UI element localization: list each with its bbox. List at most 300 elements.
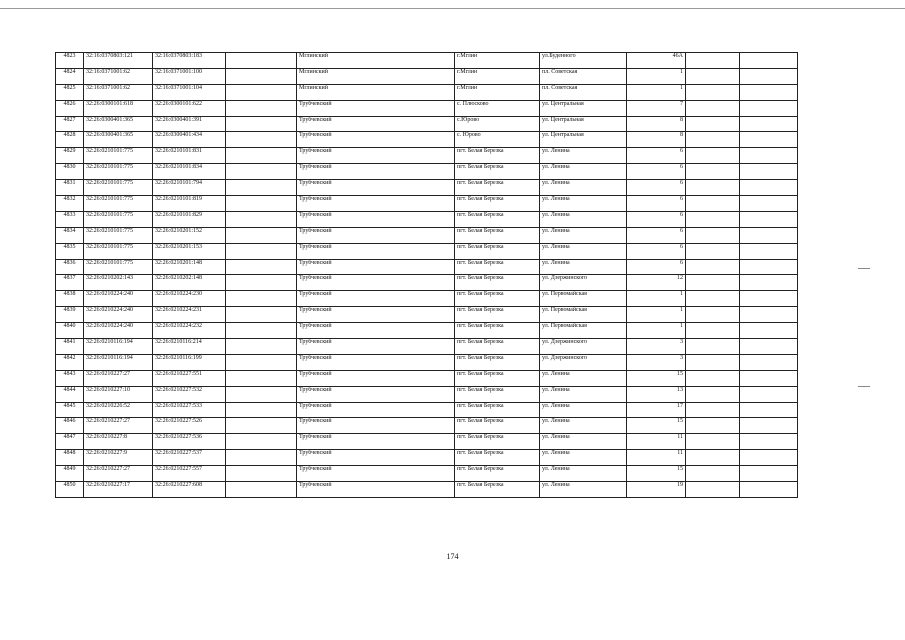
empty-cell xyxy=(740,418,798,434)
street-cell: ул. Центральная xyxy=(540,100,627,116)
cadastral-number-cell: 32:26:0300101:622 xyxy=(153,100,226,116)
street-cell: ул. Ленина xyxy=(540,466,627,482)
settlement-cell: пгт. Белая Березка xyxy=(455,450,540,466)
cadastral-number-cell: 32:26:0210227:537 xyxy=(153,450,226,466)
row-number-cell: 4848 xyxy=(56,450,84,466)
table-row xyxy=(56,370,798,386)
settlement-cell: пгт. Белая Березка xyxy=(455,164,540,180)
parent-cadastral-number-cell: 32:26:0210101:775 xyxy=(84,164,153,180)
parent-cadastral-number-cell: 32:26:0210101:775 xyxy=(84,259,153,275)
row-number-cell: 4837 xyxy=(56,275,84,291)
parent-cadastral-number-cell: 32:26:0300401:365 xyxy=(84,116,153,132)
parent-cadastral-number-cell: 32:26:0210227:9 xyxy=(84,450,153,466)
empty-cell xyxy=(740,259,798,275)
parent-cadastral-number-cell: 32:26:0210226:52 xyxy=(84,402,153,418)
settlement-cell: пгт. Белая Березка xyxy=(455,466,540,482)
empty-cell xyxy=(686,100,740,116)
house-number-cell: 19 xyxy=(627,482,686,498)
empty-cell xyxy=(686,466,740,482)
district-cell: Трубчевский xyxy=(297,370,455,386)
table-row xyxy=(56,434,798,450)
table-row xyxy=(56,402,798,418)
house-number-cell: 11 xyxy=(627,434,686,450)
street-cell: ул. Дзержинского xyxy=(540,275,627,291)
cadastral-number-cell: 32:26:0210116:199 xyxy=(153,354,226,370)
cadastral-number-cell: 32:26:0210101:819 xyxy=(153,196,226,212)
empty-cell xyxy=(740,386,798,402)
house-number-cell: 1 xyxy=(627,84,686,100)
house-number-cell: 13 xyxy=(627,386,686,402)
settlement-cell: пгт. Белая Березка xyxy=(455,307,540,323)
empty-cell xyxy=(686,196,740,212)
parent-cadastral-number-cell: 32:26:0300401:365 xyxy=(84,132,153,148)
page-number: 174 xyxy=(446,552,459,561)
district-cell: Трубчевский xyxy=(297,386,455,402)
district-cell: Трубчевский xyxy=(297,227,455,243)
row-number-cell: 4832 xyxy=(56,196,84,212)
house-number-cell: 46А xyxy=(627,53,686,69)
settlement-cell: г.Мглин xyxy=(455,53,540,69)
street-cell: ул. Центральная xyxy=(540,116,627,132)
parent-cadastral-number-cell: 32:26:0210227:8 xyxy=(84,434,153,450)
cadastral-number-cell: 32:26:0210227:532 xyxy=(153,386,226,402)
row-number-cell: 4835 xyxy=(56,243,84,259)
house-number-cell: 6 xyxy=(627,211,686,227)
settlement-cell: пгт. Белая Березка xyxy=(455,211,540,227)
parent-cadastral-number-cell: 32:26:0210224:240 xyxy=(84,291,153,307)
cadastral-number-cell: 32:26:0210101:834 xyxy=(153,164,226,180)
empty-cell xyxy=(686,116,740,132)
row-number-cell: 4834 xyxy=(56,227,84,243)
empty-cell xyxy=(226,402,297,418)
street-cell: ул. Ленина xyxy=(540,450,627,466)
row-number-cell: 4842 xyxy=(56,354,84,370)
district-cell: Трубчевский xyxy=(297,148,455,164)
settlement-cell: пгт. Белая Березка xyxy=(455,323,540,339)
table-row xyxy=(56,418,798,434)
table-row xyxy=(56,100,798,116)
empty-cell xyxy=(226,180,297,196)
empty-cell xyxy=(686,370,740,386)
empty-cell xyxy=(740,307,798,323)
cadastral-number-cell: 32:26:0210227:536 xyxy=(153,434,226,450)
cadastral-number-cell: 32:26:0300401:391 xyxy=(153,116,226,132)
scan-border-line xyxy=(0,8,905,9)
parent-cadastral-number-cell: 32:16:0370803:121 xyxy=(84,53,153,69)
settlement-cell: пгт. Белая Березка xyxy=(455,148,540,164)
parent-cadastral-number-cell: 32:26:0210116:194 xyxy=(84,339,153,355)
row-number-cell: 4847 xyxy=(56,434,84,450)
settlement-cell: пгт. Белая Березка xyxy=(455,291,540,307)
parent-cadastral-number-cell: 32:26:0300101:618 xyxy=(84,100,153,116)
empty-cell xyxy=(686,418,740,434)
street-cell: ул. Ленина xyxy=(540,418,627,434)
parent-cadastral-number-cell: 32:26:0210101:775 xyxy=(84,227,153,243)
row-number-cell: 4831 xyxy=(56,180,84,196)
parent-cadastral-number-cell: 32:26:0210116:194 xyxy=(84,354,153,370)
empty-cell xyxy=(686,211,740,227)
table-row xyxy=(56,307,798,323)
registry-body xyxy=(56,53,798,498)
row-number-cell: 4826 xyxy=(56,100,84,116)
row-number-cell: 4844 xyxy=(56,386,84,402)
district-cell: Трубчевский xyxy=(297,243,455,259)
empty-cell xyxy=(226,148,297,164)
district-cell: Трубчевский xyxy=(297,196,455,212)
empty-cell xyxy=(740,53,798,69)
cadastral-number-cell: 32:26:0210227:551 xyxy=(153,370,226,386)
cadastral-number-cell: 32:26:0210101:831 xyxy=(153,148,226,164)
table-row xyxy=(56,259,798,275)
parent-cadastral-number-cell: 32:16:0371001:62 xyxy=(84,68,153,84)
table-row xyxy=(56,323,798,339)
row-number-cell: 4845 xyxy=(56,402,84,418)
parent-cadastral-number-cell: 32:26:0210101:775 xyxy=(84,148,153,164)
table-row xyxy=(56,450,798,466)
house-number-cell: 8 xyxy=(627,116,686,132)
settlement-cell: пгт. Белая Березка xyxy=(455,196,540,212)
house-number-cell: 15 xyxy=(627,418,686,434)
empty-cell xyxy=(686,68,740,84)
parent-cadastral-number-cell: 32:26:0210227:10 xyxy=(84,386,153,402)
empty-cell xyxy=(686,291,740,307)
row-number-cell: 4849 xyxy=(56,466,84,482)
parent-cadastral-number-cell: 32:26:0210227:27 xyxy=(84,370,153,386)
street-cell: ул. Ленина xyxy=(540,402,627,418)
settlement-cell: пгт. Белая Березка xyxy=(455,275,540,291)
empty-cell xyxy=(740,116,798,132)
registry-table xyxy=(55,52,798,498)
empty-cell xyxy=(740,196,798,212)
district-cell: Трубчевский xyxy=(297,482,455,498)
settlement-cell: пгт. Белая Березка xyxy=(455,370,540,386)
settlement-cell: пгт. Белая Березка xyxy=(455,354,540,370)
row-number-cell: 4838 xyxy=(56,291,84,307)
row-number-cell: 4825 xyxy=(56,84,84,100)
row-number-cell: 4850 xyxy=(56,482,84,498)
parent-cadastral-number-cell: 32:26:0210227:27 xyxy=(84,466,153,482)
house-number-cell: 1 xyxy=(627,323,686,339)
cadastral-number-cell: 32:26:0210227:533 xyxy=(153,402,226,418)
house-number-cell: 6 xyxy=(627,196,686,212)
parent-cadastral-number-cell: 32:26:0210224:240 xyxy=(84,323,153,339)
parent-cadastral-number-cell: 32:26:0210101:775 xyxy=(84,196,153,212)
empty-cell xyxy=(226,132,297,148)
empty-cell xyxy=(686,53,740,69)
table-row xyxy=(56,148,798,164)
street-cell: ул. Ленина xyxy=(540,196,627,212)
street-cell: ул. Ленина xyxy=(540,259,627,275)
district-cell: Трубчевский xyxy=(297,180,455,196)
cadastral-number-cell: 32:26:0210227:526 xyxy=(153,418,226,434)
empty-cell xyxy=(740,100,798,116)
cadastral-number-cell: 32:26:0210201:153 xyxy=(153,243,226,259)
empty-cell xyxy=(686,402,740,418)
empty-cell xyxy=(226,450,297,466)
empty-cell xyxy=(226,482,297,498)
row-number-cell: 4841 xyxy=(56,339,84,355)
settlement-cell: г.Мглин xyxy=(455,68,540,84)
table-row xyxy=(56,84,798,100)
empty-cell xyxy=(226,275,297,291)
district-cell: Трубчевский xyxy=(297,275,455,291)
table-row xyxy=(56,482,798,498)
empty-cell xyxy=(686,180,740,196)
district-cell: Трубчевский xyxy=(297,211,455,227)
district-cell: Трубчевский xyxy=(297,116,455,132)
empty-cell xyxy=(740,227,798,243)
house-number-cell: 15 xyxy=(627,370,686,386)
empty-cell xyxy=(226,100,297,116)
empty-cell xyxy=(226,323,297,339)
cadastral-number-cell: 32:26:0300401:434 xyxy=(153,132,226,148)
street-cell: ул. Первомайская xyxy=(540,291,627,307)
empty-cell xyxy=(686,434,740,450)
empty-cell xyxy=(226,164,297,180)
empty-cell xyxy=(226,307,297,323)
row-number-cell: 4827 xyxy=(56,116,84,132)
row-number-cell: 4846 xyxy=(56,418,84,434)
empty-cell xyxy=(686,84,740,100)
district-cell: Трубчевский xyxy=(297,132,455,148)
district-cell: Трубчевский xyxy=(297,418,455,434)
street-cell: ул. Центральная xyxy=(540,132,627,148)
parent-cadastral-number-cell: 32:26:0210101:775 xyxy=(84,180,153,196)
empty-cell xyxy=(686,243,740,259)
empty-cell xyxy=(226,53,297,69)
house-number-cell: 6 xyxy=(627,227,686,243)
street-cell: ул. Дзержинского xyxy=(540,339,627,355)
settlement-cell: пгт. Белая Березка xyxy=(455,386,540,402)
settlement-cell: с.Юрово xyxy=(455,116,540,132)
empty-cell xyxy=(686,164,740,180)
empty-cell xyxy=(740,402,798,418)
empty-cell xyxy=(686,450,740,466)
row-number-cell: 4830 xyxy=(56,164,84,180)
table-row xyxy=(56,53,798,69)
empty-cell xyxy=(226,196,297,212)
cadastral-number-cell: 32:26:0210101:829 xyxy=(153,211,226,227)
table-row xyxy=(56,291,798,307)
cadastral-number-cell: 32:26:0210224:230 xyxy=(153,291,226,307)
district-cell: Трубчевский xyxy=(297,100,455,116)
district-cell: Трубчевский xyxy=(297,323,455,339)
empty-cell xyxy=(740,354,798,370)
table-row xyxy=(56,275,798,291)
district-cell: Трубчевский xyxy=(297,259,455,275)
street-cell: пл. Советская xyxy=(540,84,627,100)
street-cell: ул. Первомайская xyxy=(540,307,627,323)
empty-cell xyxy=(686,482,740,498)
empty-cell xyxy=(740,243,798,259)
table-row xyxy=(56,132,798,148)
street-cell: ул. Ленина xyxy=(540,148,627,164)
empty-cell xyxy=(740,323,798,339)
table-row xyxy=(56,339,798,355)
row-number-cell: 4828 xyxy=(56,132,84,148)
house-number-cell: 1 xyxy=(627,291,686,307)
street-cell: ул. Ленина xyxy=(540,434,627,450)
settlement-cell: пгт. Белая Березка xyxy=(455,227,540,243)
empty-cell xyxy=(226,418,297,434)
cadastral-number-cell: 32:16:0371001:100 xyxy=(153,68,226,84)
cadastral-number-cell: 32:16:0370803:183 xyxy=(153,53,226,69)
empty-cell xyxy=(226,243,297,259)
empty-cell xyxy=(740,148,798,164)
row-number-cell: 4829 xyxy=(56,148,84,164)
cadastral-number-cell: 32:26:0210227:608 xyxy=(153,482,226,498)
parent-cadastral-number-cell: 32:26:0210224:240 xyxy=(84,307,153,323)
street-cell: ул.Буденного xyxy=(540,53,627,69)
table-row xyxy=(56,354,798,370)
table-row xyxy=(56,466,798,482)
empty-cell xyxy=(740,211,798,227)
empty-cell xyxy=(740,339,798,355)
row-number-cell: 4824 xyxy=(56,68,84,84)
empty-cell xyxy=(740,68,798,84)
empty-cell xyxy=(686,132,740,148)
settlement-cell: пгт. Белая Березка xyxy=(455,418,540,434)
row-number-cell: 4833 xyxy=(56,211,84,227)
empty-cell xyxy=(740,132,798,148)
settlement-cell: с. Плюсково xyxy=(455,100,540,116)
cadastral-number-cell: 32:26:0210224:232 xyxy=(153,323,226,339)
street-cell: ул. Первомайская xyxy=(540,323,627,339)
house-number-cell: 12 xyxy=(627,275,686,291)
empty-cell xyxy=(226,354,297,370)
cadastral-number-cell: 32:26:0210224:231 xyxy=(153,307,226,323)
cadastral-number-cell: 32:26:0210101:794 xyxy=(153,180,226,196)
district-cell: Мглинский xyxy=(297,84,455,100)
empty-cell xyxy=(740,275,798,291)
row-number-cell: 4839 xyxy=(56,307,84,323)
empty-cell xyxy=(740,164,798,180)
house-number-cell: 8 xyxy=(627,132,686,148)
district-cell: Трубчевский xyxy=(297,354,455,370)
district-cell: Трубчевский xyxy=(297,402,455,418)
empty-cell xyxy=(226,84,297,100)
scan-mark xyxy=(858,386,870,387)
settlement-cell: пгт. Белая Березка xyxy=(455,243,540,259)
settlement-cell: пгт. Белая Березка xyxy=(455,482,540,498)
empty-cell xyxy=(686,386,740,402)
cadastral-number-cell: 32:26:0210116:214 xyxy=(153,339,226,355)
settlement-cell: пгт. Белая Березка xyxy=(455,259,540,275)
empty-cell xyxy=(740,84,798,100)
table-row xyxy=(56,386,798,402)
settlement-cell: пгт. Белая Березка xyxy=(455,434,540,450)
empty-cell xyxy=(226,211,297,227)
empty-cell xyxy=(686,148,740,164)
empty-cell xyxy=(686,227,740,243)
table-row xyxy=(56,196,798,212)
empty-cell xyxy=(686,307,740,323)
house-number-cell: 3 xyxy=(627,354,686,370)
settlement-cell: с. Юрово xyxy=(455,132,540,148)
settlement-cell: пгт. Белая Березка xyxy=(455,402,540,418)
settlement-cell: г.Мглин xyxy=(455,84,540,100)
table-row xyxy=(56,243,798,259)
empty-cell xyxy=(740,466,798,482)
parent-cadastral-number-cell: 32:26:0210227:17 xyxy=(84,482,153,498)
empty-cell xyxy=(226,434,297,450)
cadastral-number-cell: 32:26:0210201:148 xyxy=(153,259,226,275)
cadastral-number-cell: 32:26:0210202:148 xyxy=(153,275,226,291)
settlement-cell: пгт. Белая Березка xyxy=(455,339,540,355)
street-cell: ул. Ленина xyxy=(540,180,627,196)
scan-mark xyxy=(858,268,870,269)
cadastral-number-cell: 32:26:0210227:557 xyxy=(153,466,226,482)
parent-cadastral-number-cell: 32:26:0210101:775 xyxy=(84,211,153,227)
district-cell: Трубчевский xyxy=(297,434,455,450)
district-cell: Мглинский xyxy=(297,68,455,84)
house-number-cell: 6 xyxy=(627,243,686,259)
district-cell: Трубчевский xyxy=(297,307,455,323)
table-row xyxy=(56,211,798,227)
table-row xyxy=(56,68,798,84)
district-cell: Трубчевский xyxy=(297,339,455,355)
empty-cell xyxy=(226,466,297,482)
table-row xyxy=(56,180,798,196)
empty-cell xyxy=(740,370,798,386)
row-number-cell: 4836 xyxy=(56,259,84,275)
street-cell: пл. Советская xyxy=(540,68,627,84)
parent-cadastral-number-cell: 32:16:0371001:62 xyxy=(84,84,153,100)
table-row xyxy=(56,227,798,243)
row-number-cell: 4823 xyxy=(56,53,84,69)
district-cell: Трубчевский xyxy=(297,450,455,466)
empty-cell xyxy=(686,275,740,291)
empty-cell xyxy=(740,450,798,466)
house-number-cell: 17 xyxy=(627,402,686,418)
street-cell: ул. Ленина xyxy=(540,211,627,227)
house-number-cell: 3 xyxy=(627,339,686,355)
empty-cell xyxy=(686,339,740,355)
house-number-cell: 1 xyxy=(627,68,686,84)
parent-cadastral-number-cell: 32:26:0210227:27 xyxy=(84,418,153,434)
cadastral-number-cell: 32:16:0371001:104 xyxy=(153,84,226,100)
street-cell: ул. Ленина xyxy=(540,164,627,180)
empty-cell xyxy=(740,180,798,196)
empty-cell xyxy=(740,291,798,307)
house-number-cell: 1 xyxy=(627,307,686,323)
parent-cadastral-number-cell: 32:26:0210202:143 xyxy=(84,275,153,291)
parent-cadastral-number-cell: 32:26:0210101:775 xyxy=(84,243,153,259)
house-number-cell: 15 xyxy=(627,466,686,482)
house-number-cell: 6 xyxy=(627,148,686,164)
empty-cell xyxy=(226,370,297,386)
street-cell: ул. Ленина xyxy=(540,482,627,498)
table-row xyxy=(56,164,798,180)
empty-cell xyxy=(686,259,740,275)
empty-cell xyxy=(686,354,740,370)
settlement-cell: пгт. Белая Березка xyxy=(455,180,540,196)
empty-cell xyxy=(226,68,297,84)
house-number-cell: 6 xyxy=(627,164,686,180)
street-cell: ул. Ленина xyxy=(540,386,627,402)
empty-cell xyxy=(226,259,297,275)
street-cell: ул. Ленина xyxy=(540,227,627,243)
row-number-cell: 4843 xyxy=(56,370,84,386)
empty-cell xyxy=(226,227,297,243)
district-cell: Трубчевский xyxy=(297,291,455,307)
district-cell: Трубчевский xyxy=(297,466,455,482)
empty-cell xyxy=(226,116,297,132)
house-number-cell: 11 xyxy=(627,450,686,466)
district-cell: Трубчевский xyxy=(297,164,455,180)
street-cell: ул. Ленина xyxy=(540,370,627,386)
street-cell: ул. Дзержинского xyxy=(540,354,627,370)
